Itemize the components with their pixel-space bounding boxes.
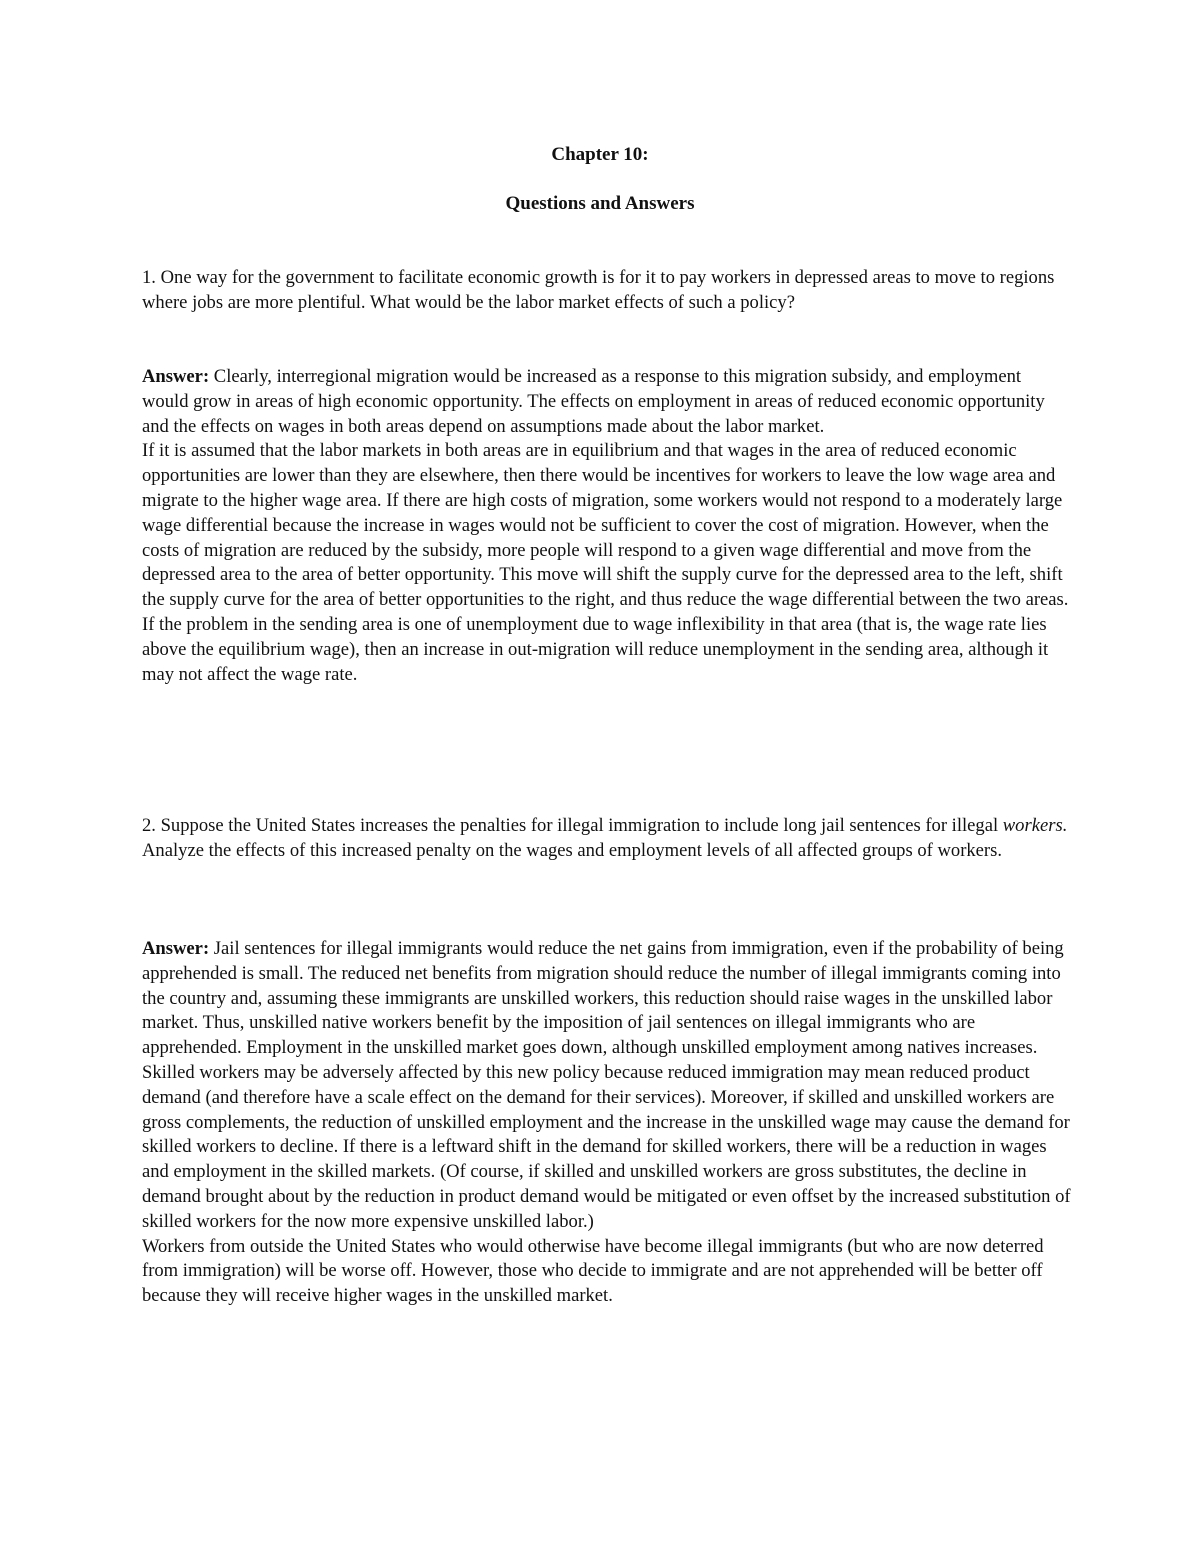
question-2: [142, 814, 1072, 864]
answer-1: [142, 365, 1072, 687]
section-subtitle: Questions and Answers: [505, 193, 695, 214]
answer-label: Answer:: [142, 366, 210, 387]
chapter-title: Chapter 10:: [551, 144, 649, 165]
question-2-text: [142, 814, 1072, 864]
answer-2: [142, 937, 1072, 1309]
question-2-text-before: 2. Suppose the United States increases the penalties for illegal immigration to include long jail sentences for illegal: [142, 815, 1003, 836]
answer-2-paragraph-1-text: Jail sentences for illegal immigrants would reduce the net gains from immigration, even if the probability of being apprehended is small. The reduced net benefits from migration should reduce the number of illegal immigrants coming into the country and, assuming these immigrants are unskilled workers, this reduction should raise wages in the unskilled labor market. Thus, unskilled native workers benefit by the imposition of jail sentences on illegal immigrants who are apprehended. Employment in the unskilled market goes down, although unskilled employment among natives increases.: [142, 938, 1064, 1059]
answer-label: Answer:: [142, 938, 210, 959]
question-1-text: 1. One way for the government to facilitate economic growth is for it to pay workers in depressed areas to move to regions where jobs are more plentiful. What would be the labor market effects of such a policy?: [142, 267, 1055, 313]
answer-2-paragraph-2: Skilled workers may be adversely affected by this new policy because reduced immigration may mean reduced product demand (and therefore have a scale effect on the demand for their services). Moreover, if skilled and unskilled workers are gross complements, the reduction of unskilled employment and the increase in the unskilled wage may cause the demand for skilled workers to decline. If there is a leftward shift in the demand for skilled workers, there will be a reduction in wages and employment in the skilled markets. (Of course, if skilled and unskilled workers are gross substitutes, the decline in demand brought about by the reduction in product demand would be mitigated or even offset by the increased substitution of skilled workers for the now more expensive unskilled labor.): [142, 1061, 1071, 1232]
answer-2-paragraph-3: Workers from outside the United States who would otherwise have become illegal immigrants (but who are now deterred from immigration) will be worse off. However, those who decide to immigrate and are not apprehended will be better off because they will receive higher wages in the unskilled market.: [142, 1235, 1044, 1307]
answer-1-paragraph-1: [142, 365, 1072, 439]
question-2-emphasis: workers.: [1002, 815, 1068, 836]
answer-1-paragraph-3: If the problem in the sending area is one of unemployment due to wage inflexibility in that area (that is, the wage rate lies above the equilibrium wage), then an increase in out-migration will reduce unemployment in the sending area, although it may not affect the wage rate.: [142, 613, 1049, 685]
question-1: [142, 266, 1072, 316]
answer-1-paragraph-1-text: Clearly, interregional migration would be increased as a response to this migration subsidy, and employment would grow in areas of high economic opportunity. The effects on employment in areas of reduced economic opportunity and the effects on wages in both areas depend on assumptions made about the labor market.: [142, 366, 1045, 437]
question-2-text-after: Analyze the effects of this increased penalty on the wages and employment levels of all affected groups of workers.: [142, 839, 1003, 861]
answer-2-paragraph-1: [142, 937, 1072, 1061]
answer-1-paragraph-2: If it is assumed that the labor markets in both areas are in equilibrium and that wages in the area of reduced economic opportunities are lower than they are elsewhere, then there would be incentives for workers to leave the low wage area and migrate to the higher wage area. If there are high costs of migration, some workers would not respond to a moderately large wage differential because the increase in wages would not be sufficient to cover the cost of migration. However, when the costs of migration are reduced by the subsidy, more people will respond to a given wage differential and move from the depressed area to the area of better opportunity. This move will shift the supply curve for the depressed area to the left, shift the supply curve for the area of better opportunities to the right, and thus reduce the wage differential between the two areas.: [142, 440, 1069, 611]
